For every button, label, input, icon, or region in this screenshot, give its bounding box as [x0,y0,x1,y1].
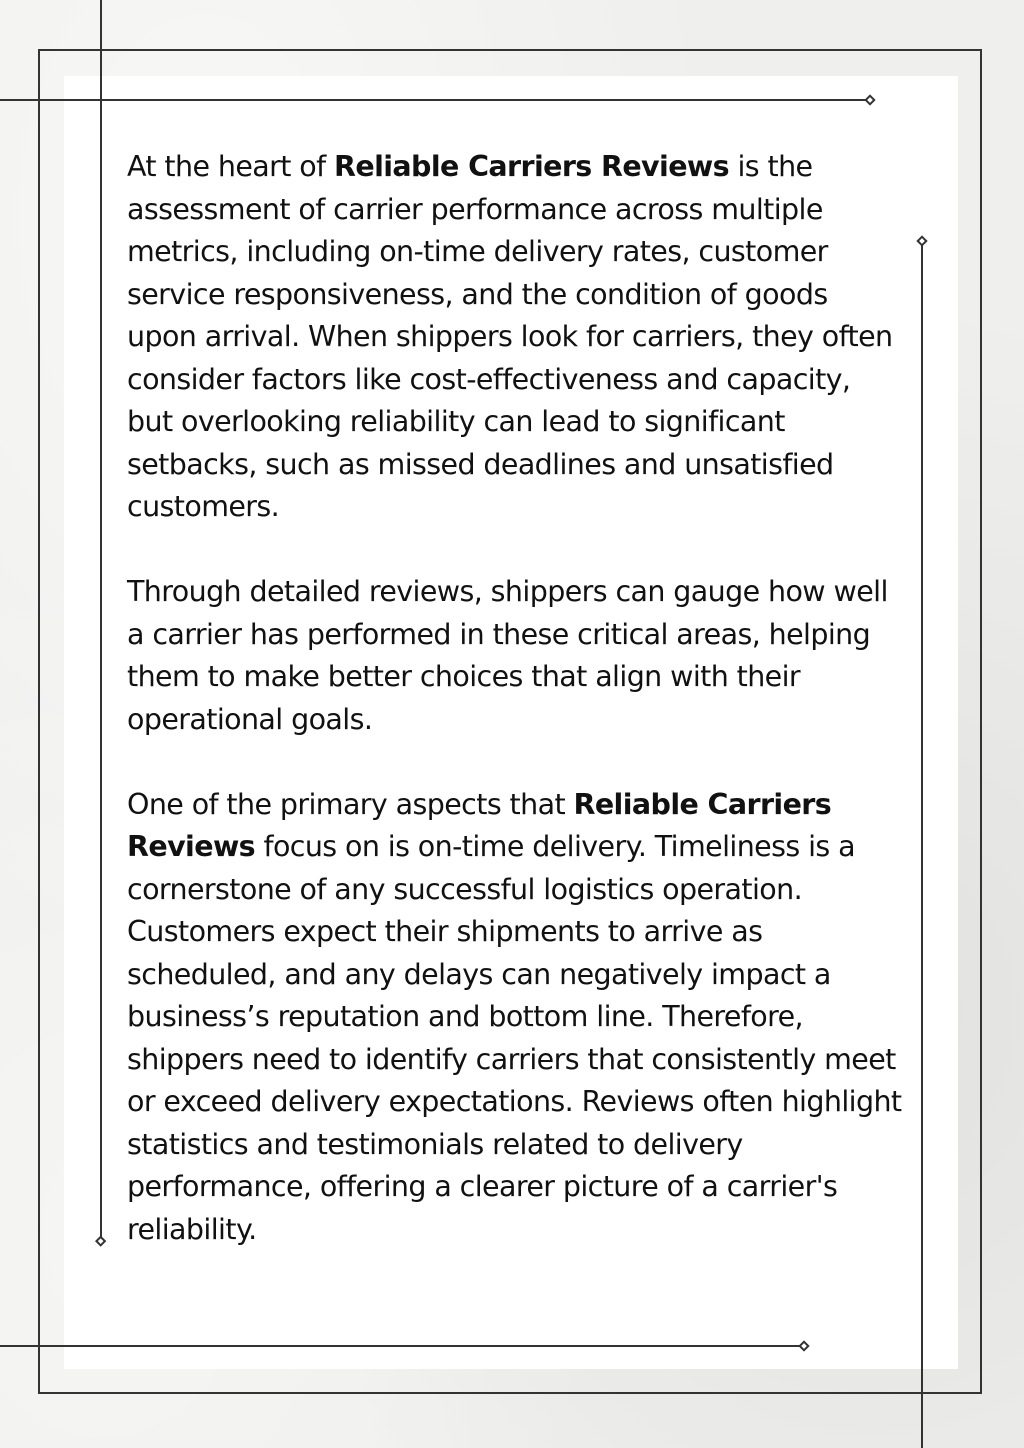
paragraph-2: Through detailed reviews, shippers can gauge how well a carrier has performed in these critical areas, helping them to make better choices that align with their operational goals. [127,575,888,736]
paragraph-1 [127,146,902,529]
paragraph-3-intro: One of the primary aspects that [127,787,574,821]
article-body [127,146,902,1294]
paragraph-1-bold-term: Reliable Carriers Reviews [334,150,730,183]
paragraph-1-body: is the assessment of carrier performance across multiple metrics, including on-time delivery rates, customer service responsiveness, and the condition of goods upon arrival. When shippers look for carriers, they often consider factors like cost-effectiveness and capacity, but overlooking reliability can lead to significant setbacks, such as missed deadlines and unsatisfied customers. [127,150,893,523]
paragraph-3 [127,784,902,1252]
paragraph-1-intro: At the heart of [127,150,335,183]
paragraph-3-bold-term: Reliable Carriers Reviews [127,787,832,863]
paragraph-3-body: focus on is on-time delivery. Timeliness is a cornerstone of any successful logistics operation. Customers expect their shipments to arrive as scheduled, and any delays can negatively impact a business’s reputation and bottom line. Therefore, shippers need to identify carriers that consistently meet or exceed delivery expectations. Reviews often highlight statistics and testimonials related to delivery performance, offering a clearer picture of a carrier's reliability. [127,830,902,1246]
